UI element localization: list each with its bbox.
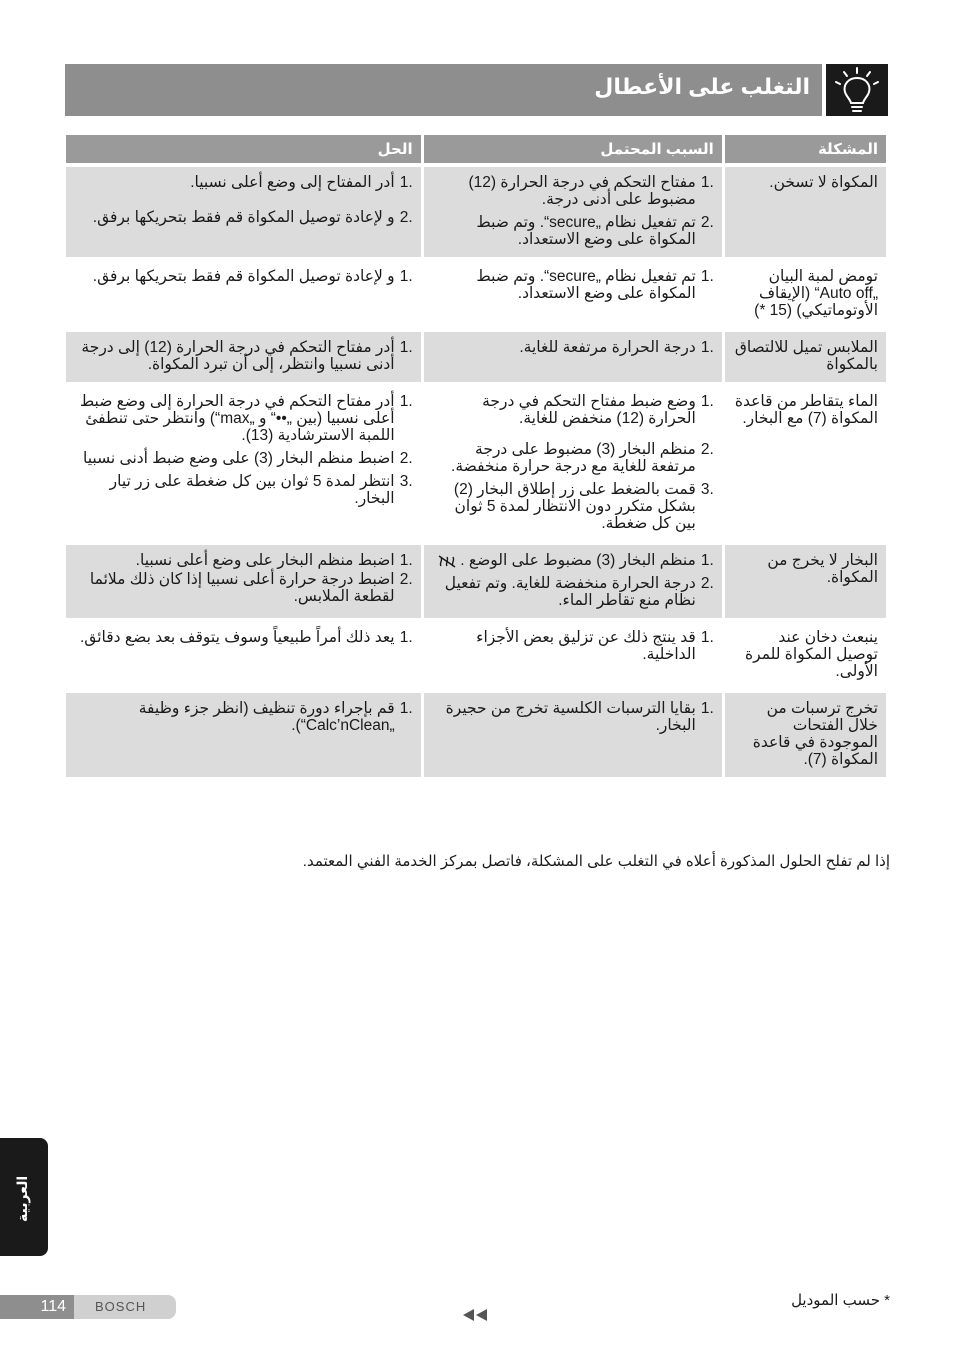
solution-text: انتظر لمدة 5 ثوان بين كل ضغطة على زر تيار البخار. bbox=[109, 473, 395, 507]
problem-cell: تومض لمبة البيان „Auto off“ (الإيقاف الأوتوماتيكي) (15 *) bbox=[725, 261, 886, 332]
solution-text: و لإعادة توصيل المكواة قم فقط بتحريكها برفق. bbox=[92, 268, 395, 285]
brand-name: BOSCH bbox=[95, 1299, 147, 1314]
problem-cell: ينبعث دخان عند توصيل المكواة للمرة الأولى. bbox=[725, 622, 886, 693]
solution-text: أدر مفتاح التحكم في درجة الحرارة إلى وضع ضبط أعلى نسبيا (بين „••“ و „max“) وانتظر حتى تنطفئ اللمبة الاسترشادية (13). bbox=[79, 393, 395, 444]
language-tab bbox=[0, 1138, 48, 1256]
cause-text: بقايا الترسبات الكلسية تخرج من حجيرة البخار. bbox=[445, 700, 696, 734]
no-steam-icon bbox=[437, 554, 457, 568]
solution-cell bbox=[66, 693, 421, 781]
solution-cell bbox=[66, 167, 421, 261]
list-item: .1 أدر المفتاح إلى وضع أعلى نسبيا. bbox=[190, 174, 413, 191]
cause-text: وضع ضبط مفتاح التحكم في درجة الحرارة (12) منخفض للغاية. bbox=[482, 393, 696, 427]
table-header-row bbox=[66, 135, 886, 167]
list-item: .3 انتظر لمدة 5 ثوان بين كل ضغطة على زر تيار البخار. bbox=[109, 473, 413, 507]
list-item: .1 يعد ذلك أمراً طبيعياً وسوف يتوقف بعد بضع دقائق. bbox=[80, 629, 413, 646]
list-item: .1 منظم البخار (3) مضبوط على الوضع . bbox=[432, 552, 696, 569]
list-item: .3 قمت بالضغط على زر إطلاق البخار (2) بشكل متكرر دون الانتظار لمدة 5 ثوان بين كل ضغطة. bbox=[453, 481, 714, 532]
list-item: .1 بقايا الترسبات الكلسية تخرج من حجيرة البخار. bbox=[445, 700, 714, 734]
title-bar bbox=[65, 64, 822, 116]
solution-text: أدر مفتاح التحكم في درجة الحرارة (12) إلى درجة أدنى نسبيا وانتظر، إلى أن تبرد المكواة. bbox=[81, 339, 395, 373]
double-left-arrow-icon bbox=[462, 1308, 490, 1322]
solution-cell bbox=[66, 386, 421, 545]
solution-cell bbox=[66, 332, 421, 386]
problem-cell: المكواة لا تسخن. bbox=[725, 167, 886, 261]
solution-cell bbox=[66, 622, 421, 693]
list-item: .1 و لإعادة توصيل المكواة قم فقط بتحريكها برفق. bbox=[92, 268, 413, 285]
table-row bbox=[66, 167, 886, 261]
problem-cell: الماء يتقاطر من قاعدة المكواة (7) مع البخار. bbox=[725, 386, 886, 545]
table-row bbox=[66, 261, 886, 332]
list-item: .2 و لإعادة توصيل المكواة قم فقط بتحريكها برفق. bbox=[92, 209, 413, 226]
solution-text: أدر المفتاح إلى وضع أعلى نسبيا. bbox=[190, 174, 395, 191]
table-row bbox=[66, 545, 886, 622]
solution-text: و لإعادة توصيل المكواة قم فقط بتحريكها برفق. bbox=[92, 209, 395, 226]
table-row bbox=[66, 622, 886, 693]
table-row bbox=[66, 693, 886, 781]
footnote: إذا لم تفلح الحلول المذكورة أعلاه في التغلب على المشكلة، فاتصل بمركز الخدمة الفني المعتمد. bbox=[302, 853, 890, 870]
table-row bbox=[66, 386, 886, 545]
solution-text: اضبط منظم البخار (3) على وضع ضبط أدنى نسبيا bbox=[83, 450, 395, 467]
cause-text: قمت بالضغط على زر إطلاق البخار (2) بشكل متكرر دون الانتظار لمدة 5 ثوان بين كل ضغطة. bbox=[453, 481, 696, 532]
cause-cell bbox=[424, 261, 722, 332]
problem-cell: البخار لا يخرج من المكواة. bbox=[725, 545, 886, 622]
cause-text: درجة الحرارة منخفضة للغاية. وتم تفعيل نظام منع تقاطر الماء. bbox=[444, 575, 696, 609]
cause-cell bbox=[424, 545, 722, 622]
cause-cell bbox=[424, 332, 722, 386]
solution-text: قم بإجراء دورة تنظيف (انظر جزء وظيفة „Calc’nClean“). bbox=[138, 700, 395, 734]
solution-cell bbox=[66, 545, 421, 622]
cause-cell bbox=[424, 386, 722, 545]
cause-text: تم تفعيل نظام „secure“. وتم ضبط المكواة على وضع الاستعداد. bbox=[476, 214, 696, 248]
list-item: .1 قم بإجراء دورة تنظيف (انظر جزء وظيفة „Calc’nClean“). bbox=[138, 700, 413, 734]
list-item: .2 اضبط منظم البخار (3) على وضع ضبط أدنى نسبيا bbox=[83, 450, 413, 467]
cause-text: درجة الحرارة مرتفعة للغاية. bbox=[519, 339, 696, 356]
solution-text: اضبط درجة حرارة أعلى نسبيا إذا كان ذلك ملائما لقطعة الملابس. bbox=[89, 571, 395, 605]
column-header-solution: الحل bbox=[66, 135, 421, 167]
page-number: 114 bbox=[0, 1295, 74, 1319]
model-note: * حسب الموديل bbox=[791, 1292, 890, 1309]
list-item: .2 تم تفعيل نظام „secure“. وتم ضبط المكواة على وضع الاستعداد. bbox=[476, 214, 714, 248]
cause-text: تم تفعيل نظام „secure“. وتم ضبط المكواة على وضع الاستعداد. bbox=[476, 268, 696, 302]
cause-cell bbox=[424, 167, 722, 261]
list-item: .1 مفتاح التحكم في درجة الحرارة (12) مضبوط على أدنى درجة. bbox=[468, 174, 714, 208]
cause-text: منظم البخار (3) مضبوط على درجة مرتفعة للغاية مع درجة حرارة منخفضة. bbox=[451, 441, 696, 475]
page-title: التغلب على الأعطال bbox=[594, 74, 810, 99]
cause-text: قد ينتج ذلك عن تزليق بعض الأجزاء الداخلية. bbox=[476, 629, 696, 663]
list-item: .2 درجة الحرارة منخفضة للغاية. وتم تفعيل نظام منع تقاطر الماء. bbox=[444, 575, 714, 609]
column-header-cause: السبب المحتمل bbox=[424, 135, 722, 167]
problem-cell: تخرج ترسبات من خلال الفتحات الموجودة في قاعدة المكواة (7). bbox=[725, 693, 886, 781]
table-row bbox=[66, 332, 886, 386]
problem-cell: الملابس تميل للالتصاق بالمكواة bbox=[725, 332, 886, 386]
list-item: .2 منظم البخار (3) مضبوط على درجة مرتفعة للغاية مع درجة حرارة منخفضة. bbox=[451, 441, 714, 475]
solution-cell bbox=[66, 261, 421, 332]
cause-text: منظم البخار (3) مضبوط على الوضع . bbox=[460, 552, 696, 569]
cause-cell bbox=[424, 693, 722, 781]
list-item: .1 وضع ضبط مفتاح التحكم في درجة الحرارة (12) منخفض للغاية. bbox=[482, 393, 714, 427]
list-item: .1 تم تفعيل نظام „secure“. وتم ضبط المكواة على وضع الاستعداد. bbox=[476, 268, 714, 302]
column-header-problem: المشكلة bbox=[725, 135, 886, 167]
cause-cell bbox=[424, 622, 722, 693]
list-item: .1 قد ينتج ذلك عن تزليق بعض الأجزاء الداخلية. bbox=[476, 629, 714, 663]
language-tab-label: العربية bbox=[14, 1175, 30, 1222]
solution-text: اضبط منظم البخار على وضع أعلى نسبيا. bbox=[135, 552, 395, 569]
solution-text: يعد ذلك أمراً طبيعياً وسوف يتوقف بعد بضع دقائق. bbox=[80, 629, 395, 646]
list-item: .2 اضبط درجة حرارة أعلى نسبيا إذا كان ذلك ملائما لقطعة الملابس. bbox=[89, 571, 413, 605]
lightbulb-icon bbox=[826, 64, 888, 116]
list-item: .1 درجة الحرارة مرتفعة للغاية. bbox=[519, 339, 714, 356]
troubleshooting-table bbox=[63, 135, 889, 781]
list-item: .1 اضبط منظم البخار على وضع أعلى نسبيا. bbox=[135, 552, 413, 569]
list-item: .1 أدر مفتاح التحكم في درجة الحرارة (12) إلى درجة أدنى نسبيا وانتظر، إلى أن تبرد المكواة. bbox=[81, 339, 413, 373]
list-item: .1 أدر مفتاح التحكم في درجة الحرارة إلى وضع ضبط أعلى نسبيا (بين „••“ و „max“) وانتظر حتى تنطفئ اللمبة الاسترشادية (13). bbox=[79, 393, 413, 444]
cause-text: مفتاح التحكم في درجة الحرارة (12) مضبوط على أدنى درجة. bbox=[468, 174, 696, 208]
